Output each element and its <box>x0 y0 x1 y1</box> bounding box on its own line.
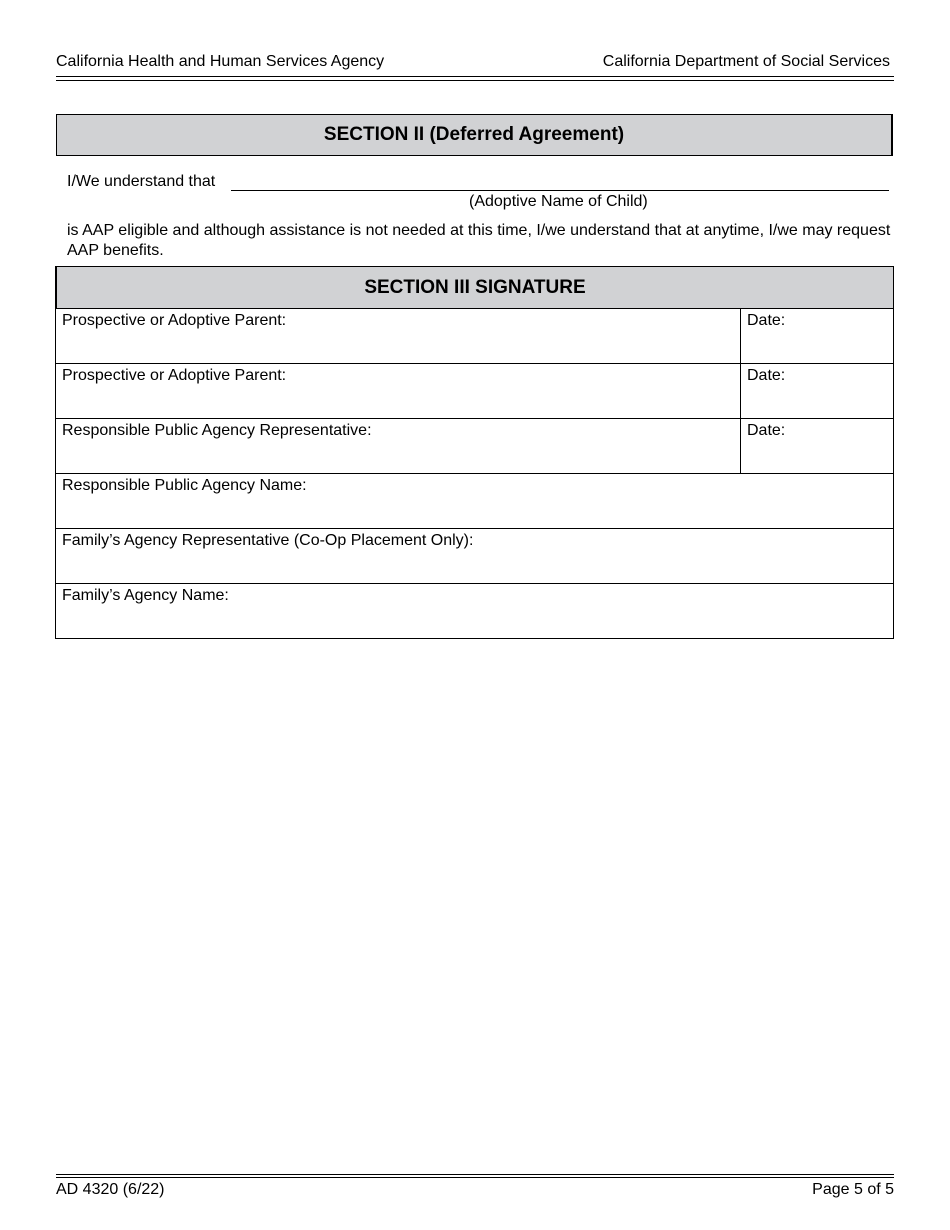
family-agency-rep-field[interactable] <box>56 529 894 584</box>
table-row <box>56 584 894 639</box>
table-row <box>56 309 894 364</box>
child-name-field[interactable] <box>231 190 889 191</box>
family-agency-name-label: Family’s Agency Name: <box>62 587 229 604</box>
footer-rule-bottom <box>56 1177 894 1178</box>
table-row <box>56 529 894 584</box>
parent-2-date-field[interactable] <box>741 364 894 419</box>
table-row <box>56 364 894 419</box>
parent-2-signature-label: Prospective or Adoptive Parent: <box>62 367 287 384</box>
agency-rep-signature-field[interactable] <box>56 419 741 474</box>
header-department: California Department of Social Services <box>602 53 890 70</box>
section-2-title: SECTION II (Deferred Agreement) <box>323 124 625 145</box>
header-rule-bottom <box>56 80 894 81</box>
section-3-title: SECTION III SIGNATURE <box>364 276 586 298</box>
parent-1-signature-label: Prospective or Adoptive Parent: <box>62 312 287 329</box>
child-name-caption: (Adoptive Name of Child) <box>469 193 648 210</box>
table-row <box>56 474 894 529</box>
section-3-heading <box>55 266 894 309</box>
parent-2-date-label: Date: <box>747 367 786 384</box>
agency-name-label: Responsible Public Agency Name: <box>62 477 307 494</box>
signature-table <box>55 308 894 639</box>
parent-1-date-label: Date: <box>747 312 786 329</box>
eligibility-statement: is AAP eligible and although assistance is not needed at this time, I/we understand that at anytime, I/we may request AAP benefits. <box>67 222 891 259</box>
agency-rep-signature-label: Responsible Public Agency Representative: <box>62 422 372 439</box>
agency-rep-date-label: Date: <box>747 422 786 439</box>
header-rule-top <box>56 76 894 77</box>
agency-name-field[interactable] <box>56 474 894 529</box>
agency-rep-date-field[interactable] <box>741 419 894 474</box>
family-agency-rep-label: Family’s Agency Representative (Co-Op Placement Only): <box>62 532 474 549</box>
understand-label: I/We understand that <box>67 173 216 190</box>
section-2-heading <box>56 114 893 156</box>
header-agency: California Health and Human Services Agency <box>56 53 385 70</box>
parent-2-signature-field[interactable] <box>56 364 741 419</box>
form-id: AD 4320 (6/22) <box>56 1181 165 1198</box>
parent-1-date-field[interactable] <box>741 309 894 364</box>
table-row <box>56 419 894 474</box>
parent-1-signature-field[interactable] <box>56 309 741 364</box>
page-number: Page 5 of 5 <box>812 1181 894 1198</box>
footer-rule-top <box>56 1174 894 1175</box>
family-agency-name-field[interactable] <box>56 584 894 639</box>
